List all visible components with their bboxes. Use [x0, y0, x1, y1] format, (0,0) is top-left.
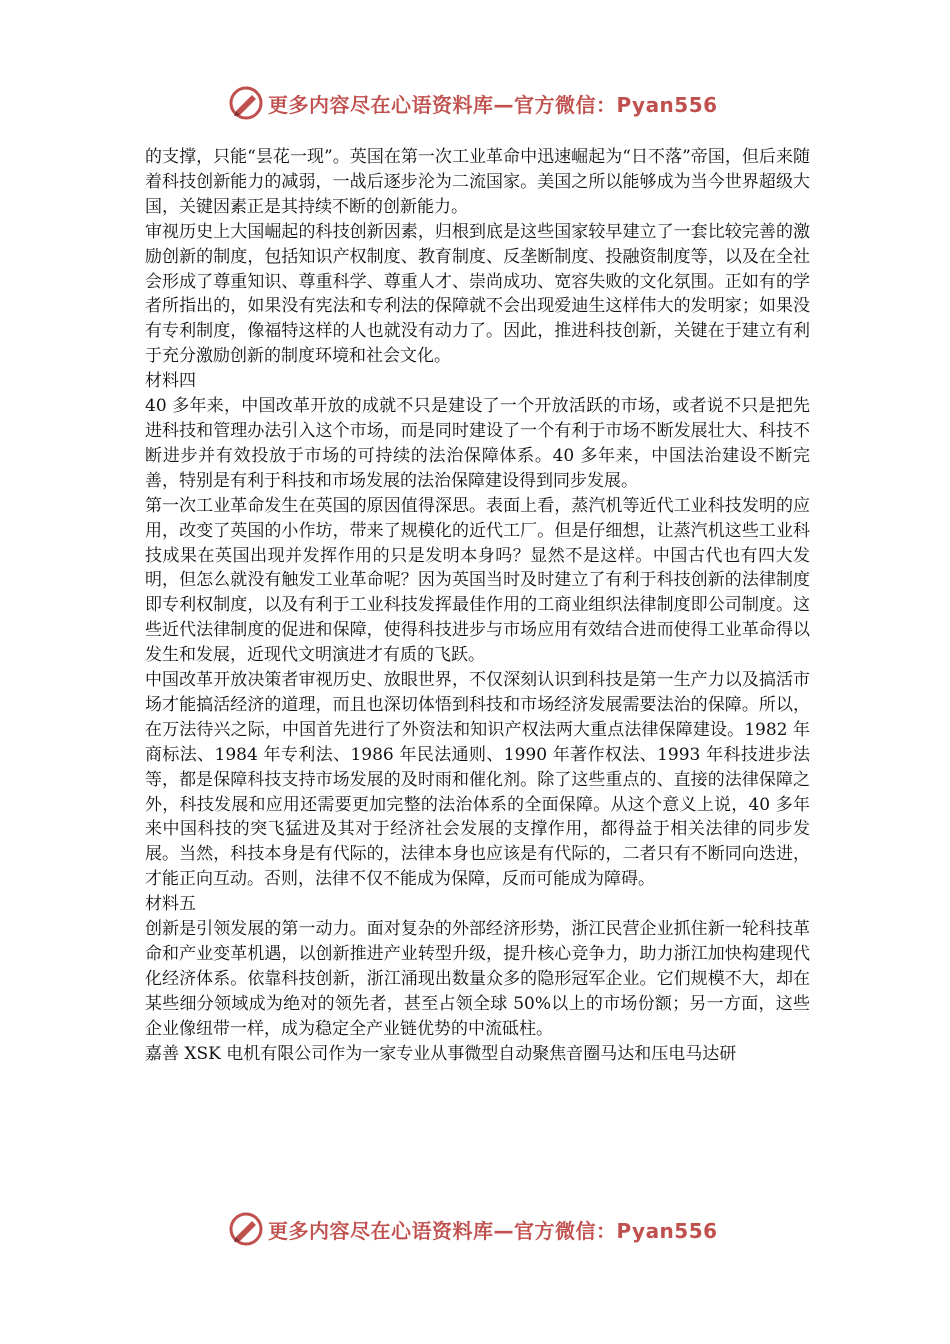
paragraph: 嘉善 XSK 电机有限公司作为一家专业从事微型自动聚焦音圈马达和压电马达研 — [145, 1043, 737, 1064]
document-body — [145, 145, 810, 1067]
paragraph: 创新是引领发展的第一动力。面对复杂的外部经济形势，浙江民营企业抓住新一轮科技革命和产业变革机遇，以创新推进产业转型升级，提升核心竞争力，助力浙江加快构建现代化经济体系。依靠科技创新，浙江涌现出数量众多的隐形冠军企业。它们规模不大，却在某些细分领域成为绝对的领先者，甚至占领全球 50%以上的市场份额；另一方面，这些企业像纽带一样，成为稳定全产业链优势的中流砥柱。 — [145, 919, 810, 1039]
section-heading: 材料五 — [145, 894, 196, 915]
paragraph: 审视历史上大国崛起的科技创新因素，归根到底是这些国家较早建立了一套比较完善的激励创新的制度，包括知识产权制度、教育制度、反垄断制度、投融资制度等，以及在全社会形成了尊重知识、尊重科学、尊重人才、崇尚成功、宽容失败的文化氛围。正如有的学者所指出的，如果没有宪法和专利法的保障就不会出现爱迪生这样伟大的发明家；如果没有专利制度，像福特这样的人也就没有动力了。因此，推进科技创新，关键在于建立有利于充分激励创新的制度环境和社会文化。 — [145, 221, 810, 367]
section-heading: 材料四 — [145, 371, 196, 392]
pen-circle-logo-icon — [228, 85, 264, 121]
paragraph: 中国改革开放决策者审视历史、放眼世界，不仅深刻认识到科技是第一生产力以及搞活市场才能搞活经济的道理，而且也深切体悟到科技和市场经济发展需要法治的保障。所以，在万法待兴之际，中国首先进行了外资法和知识产权法两大重点法律保障建设。1982 年商标法、1984 年专利法、1986 年民法通则、1990 年著作权法、1993 年科技进步法等，都是保障科技支持市场发展的及时雨和催化剂。除了这些重点的、直接的法律保障之外，科技发展和应用还需要更加完整的法治体系的全面保障。从这个意义上说，40 多年来中国科技的突飞猛进及其对于经济社会发展的支撑作用，都得益于相关法律的同步发展。当然，科技本身是有代际的，法律本身也应该是有代际的，二者只有不断同向迭进，才能正向互动。否则，法律不仅不能成为保障，反而可能成为障碍。 — [145, 670, 810, 890]
watermark-text: 更多内容尽在心语资料库—官方微信：Pyan556 — [268, 92, 718, 117]
paragraph: 40 多年来，中国改革开放的成就不只是建设了一个开放活跃的市场，或者说不只是把先进科技和管理办法引入这个市场，而是同时建设了一个有利于市场不断发展壮大、科技不断进步并有效投放于市场的可持续的法治保障体系。40 多年来，中国法治建设不断完善，特别是有利于科技和市场发展的法治保障建设得到同步发展。 — [145, 396, 810, 491]
paragraph: 的支撑，只能“昙花一现”。英国在第一次工业革命中迅速崛起为“日不落”帝国，但后来随着科技创新能力的减弱，一战后逐步沦为二流国家。美国之所以能够成为当今世界超级大国，关键因素正是其持续不断的创新能力。 — [145, 147, 810, 217]
pen-circle-logo-icon — [228, 1211, 264, 1247]
paragraph: 第一次工业革命发生在英国的原因值得深思。表面上看，蒸汽机等近代工业科技发明的应用，改变了英国的小作坊，带来了规模化的近代工厂。但是仔细想，让蒸汽机这些工业科技成果在英国出现并发挥作用的只是发明本身吗？显然不是这样。中国古代也有四大发明，但怎么就没有触发工业革命呢？因为英国当时及时建立了有利于科技创新的法律制度即专利权制度，以及有利于工业科技发挥最佳作用的工商业组织法律制度即公司制度。这些近代法律制度的促进和保障，使得科技进步与市场应用有效结合进而使得工业革命得以发生和发展，近现代文明演进才有质的飞跃。 — [145, 495, 810, 666]
watermark-footer — [228, 1209, 718, 1249]
watermark-text: 更多内容尽在心语资料库—官方微信：Pyan556 — [268, 1218, 718, 1243]
watermark-header — [228, 83, 718, 123]
